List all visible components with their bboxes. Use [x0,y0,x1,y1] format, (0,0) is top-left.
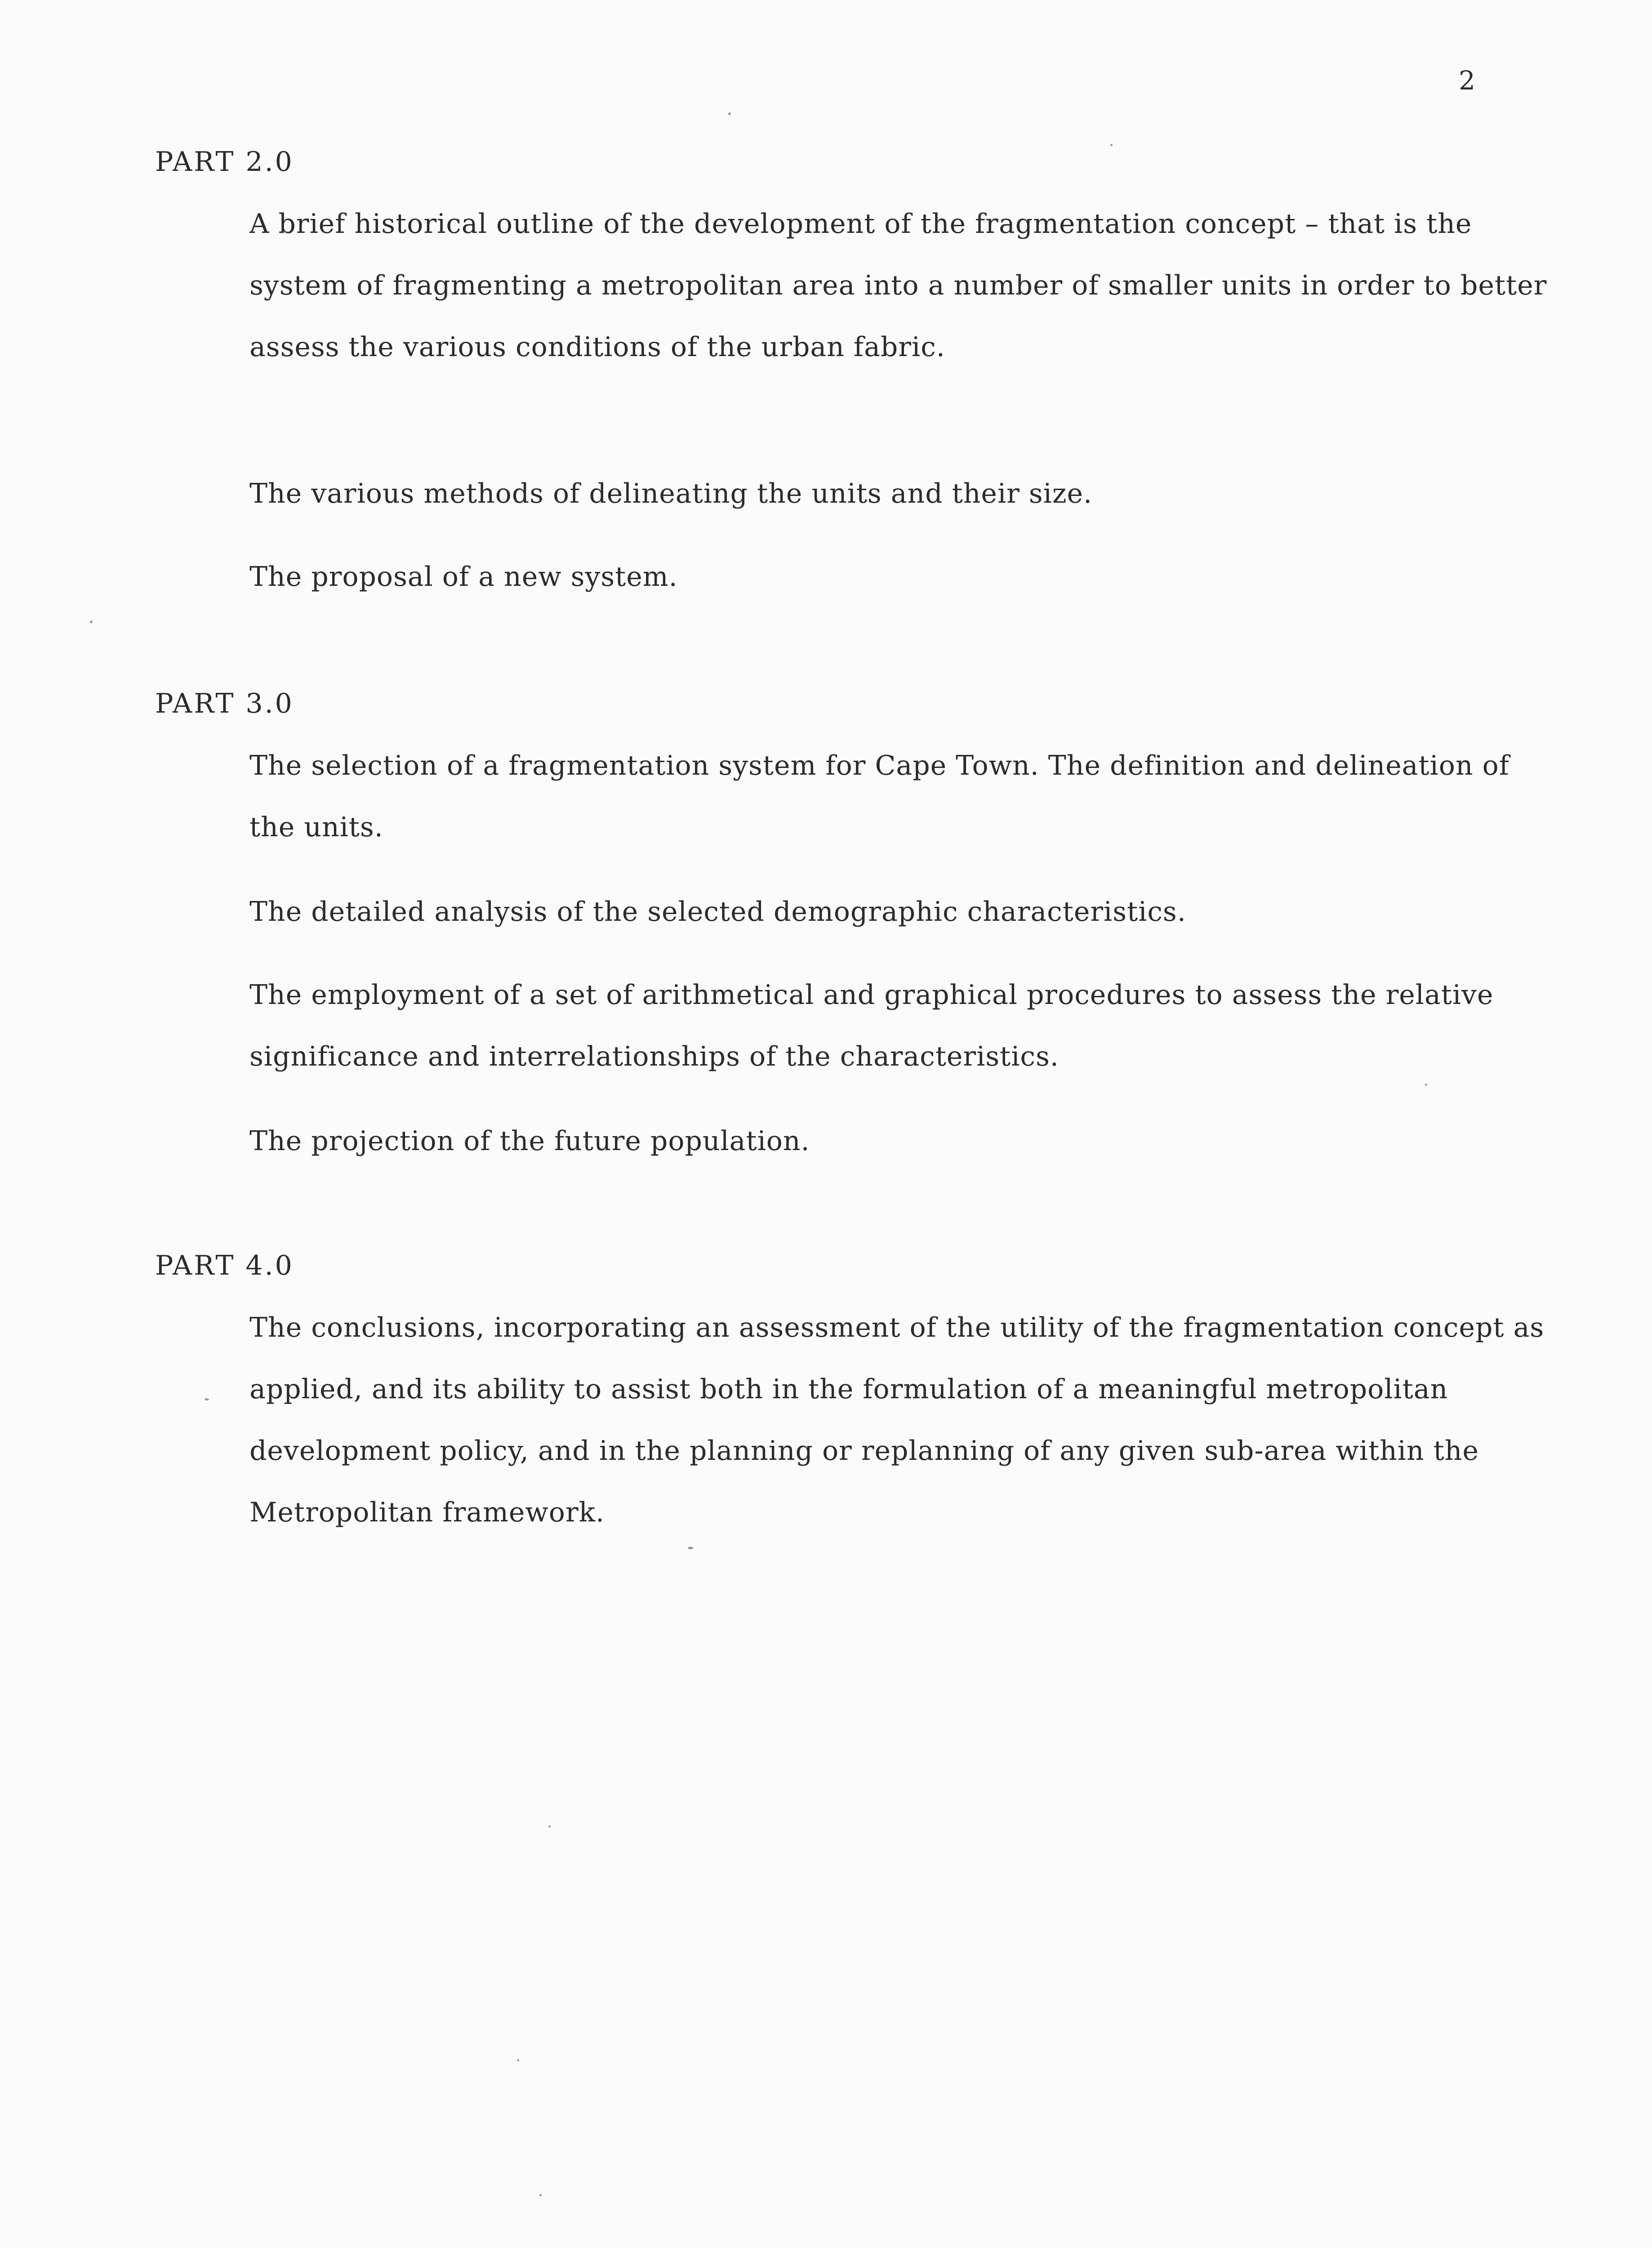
scan-speck [517,2059,519,2061]
part-2-paragraph-1: A brief historical outline of the development of the fragmentation concept – that is the system of fragmenting a metropolitan area into a number of smaller units in order to better assess the various conditions of the urban fabric. [249,208,1547,363]
scan-speck [548,1825,551,1828]
scan-speck [539,2194,542,2196]
part-4-paragraph-1: The conclusions, incorporating an assessment of the utility of the fragmentation concept as applied, and its ability to assist both in the formulation of a meaningful metropolitan development policy, and in the planning or replanning of any given sub-area within the Metropolitan framework. [249,1312,1545,1528]
part-3-paragraph-3: The employment of a set of arithmetical and graphical procedures to assess the relative significance and interrelationships of the characteristics. [249,979,1494,1072]
scan-speck [90,620,93,623]
part-3-paragraph-2: The detailed analysis of the selected demographic characteristics. [249,896,1186,928]
section-heading-part-2: PART 2.0 [155,146,294,178]
page-number: 2 [1459,65,1475,96]
part-3-paragraph-1: The selection of a fragmentation system for Cape Town. The definition and delineation of the units. [249,750,1510,843]
part-2-paragraph-2: The various methods of delineating the units and their size. [249,478,1093,509]
part-3-paragraph-4: The projection of the future population. [249,1125,810,1157]
scan-speck [688,1547,693,1549]
scan-speck [1425,1084,1427,1086]
scan-speck [728,112,731,115]
section-heading-part-3: PART 3.0 [155,688,294,719]
scan-speck [1110,144,1113,146]
section-heading-part-4: PART 4.0 [155,1250,294,1281]
part-2-paragraph-3: The proposal of a new system. [249,561,678,593]
scan-speck [205,1398,209,1401]
